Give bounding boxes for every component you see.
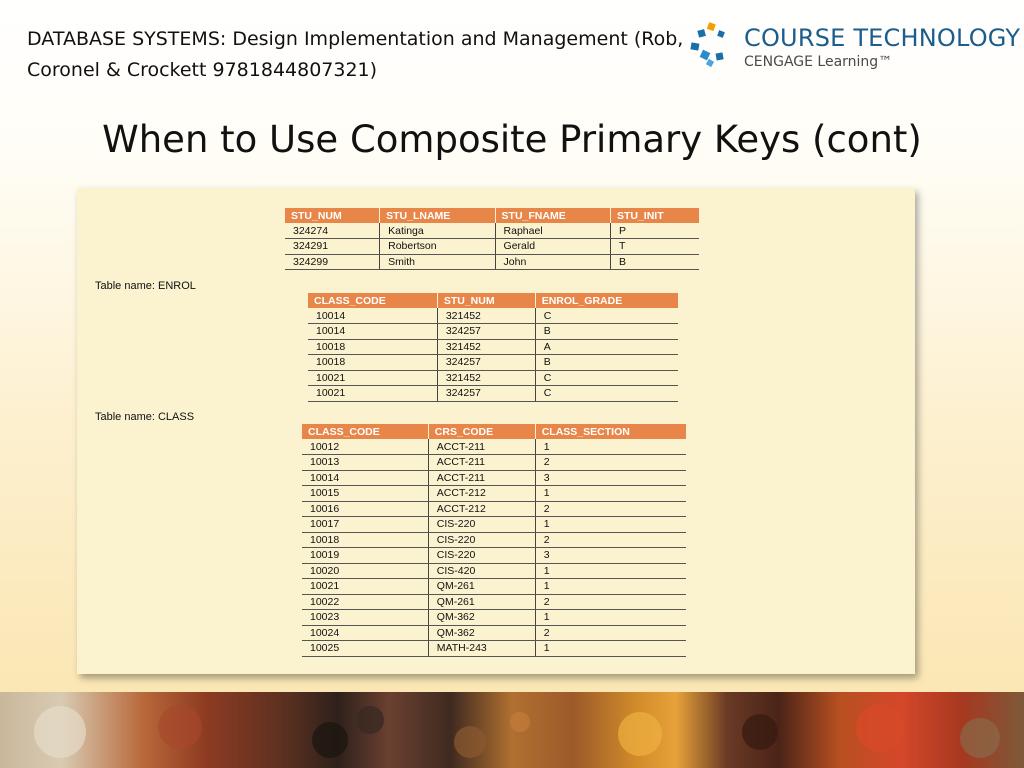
class-table-cell: ACCT-212 [428,486,535,502]
class-table-column-header: CLASS_CODE [302,424,428,439]
enrol-table-cell: 321452 [437,308,535,324]
student-table-cell: John [495,254,610,270]
table-figure [77,188,915,674]
spice-texture-icon [0,692,1024,768]
class-table-cell: ACCT-211 [428,470,535,486]
student-table-cell: Robertson [380,239,495,255]
class-table-cell: 1 [535,641,686,657]
class-table-cell: ACCT-211 [428,455,535,471]
enrol-table-cell: 10021 [308,386,437,402]
class-table-cell: QM-261 [428,594,535,610]
decorative-spice-image [0,692,1024,768]
enrol-table-cell: 10021 [308,370,437,386]
class-table-column-header: CRS_CODE [428,424,535,439]
class-table-cell: 1 [535,563,686,579]
enrol-table [308,293,678,402]
class-table-cell: 10016 [302,501,428,517]
student-table-body [285,223,699,270]
student-table-cell: Raphael [495,223,610,239]
enrol-table-row [308,355,678,371]
class-table-cell: 10013 [302,455,428,471]
class-table-row [302,532,686,548]
class-table-cell: QM-362 [428,625,535,641]
class-table-column-header: CLASS_SECTION [535,424,686,439]
class-table-label: Table name: CLASS [95,411,195,423]
student-table-cell: T [610,239,699,255]
student-table [285,208,699,270]
class-table-row [302,625,686,641]
enrol-table-row [308,386,678,402]
student-table-cell: Gerald [495,239,610,255]
enrol-table-body [308,308,678,401]
enrol-table-cell: 10014 [308,324,437,340]
enrol-table-row [308,370,678,386]
class-table-row [302,455,686,471]
student-table-column-header: STU_FNAME [495,208,610,223]
class-table-cell: 1 [535,439,686,455]
class-table-cell: 10017 [302,517,428,533]
class-table-body [302,439,686,656]
student-table-cell: B [610,254,699,270]
student-table-column-header: STU_NUM [285,208,380,223]
class-table-header [302,424,686,439]
class-table-cell: 2 [535,625,686,641]
class-table-row [302,439,686,455]
class-table-cell: CIS-220 [428,548,535,564]
class-table-row [302,641,686,657]
class-table-row [302,594,686,610]
student-table-row [285,239,699,255]
student-table-cell: Smith [380,254,495,270]
class-table-row [302,610,686,626]
class-table-cell: 10020 [302,563,428,579]
class-table-cell: 10015 [302,486,428,502]
class-table-cell: CIS-420 [428,563,535,579]
enrol-table-column-header: ENROL_GRADE [535,293,678,308]
student-table-cell: 324274 [285,223,380,239]
class-table-cell: 1 [535,486,686,502]
class-table-cell: 10014 [302,470,428,486]
enrol-table-cell: 324257 [437,386,535,402]
class-table-cell: MATH-243 [428,641,535,657]
class-table-cell: 2 [535,455,686,471]
enrol-table-cell: C [535,386,678,402]
class-table-cell: ACCT-212 [428,501,535,517]
class-table-cell: 10022 [302,594,428,610]
class-table-cell: 10024 [302,625,428,641]
book-citation [27,24,727,86]
student-table-column-header: STU_LNAME [380,208,495,223]
class-table-row [302,579,686,595]
class-table-cell: 1 [535,610,686,626]
enrol-table-cell: 324257 [437,355,535,371]
enrol-table-row [308,324,678,340]
class-table-cell: CIS-220 [428,532,535,548]
class-table-cell: 10019 [302,548,428,564]
book-citation-line2: Coronel & Crockett 9781844807321) [27,59,378,81]
class-table-cell: CIS-220 [428,517,535,533]
class-table-row [302,563,686,579]
publisher-logo [688,22,1021,74]
enrol-table-cell: C [535,308,678,324]
student-table-header [285,208,699,223]
enrol-table-cell: 324257 [437,324,535,340]
book-citation-line1: DATABASE SYSTEMS: Design Implementation and Management (Rob, [27,28,684,50]
class-table-cell: 10023 [302,610,428,626]
class-table-cell: 3 [535,470,686,486]
enrol-table-row [308,308,678,324]
class-table-cell: 10021 [302,579,428,595]
enrol-table-cell: 10018 [308,355,437,371]
class-table-cell: 10012 [302,439,428,455]
enrol-table-label: Table name: ENROL [95,280,196,292]
class-table-row [302,517,686,533]
student-table-cell: P [610,223,699,239]
enrol-table-header [308,293,678,308]
class-table-row [302,501,686,517]
logo-title: COURSE TECHNOLOGY [744,24,1021,52]
class-table-cell: ACCT-211 [428,439,535,455]
student-table-row [285,223,699,239]
class-table-cell: 2 [535,532,686,548]
student-table-cell: Katinga [380,223,495,239]
logo-subtitle: CENGAGE Learning™ [744,54,893,70]
class-table-cell: 3 [535,548,686,564]
enrol-table-column-header: CLASS_CODE [308,293,437,308]
enrol-table-cell: 10018 [308,339,437,355]
class-table-row [302,486,686,502]
enrol-table-row [308,339,678,355]
class-table-cell: 2 [535,594,686,610]
class-table-cell: QM-362 [428,610,535,626]
enrol-table-cell: C [535,370,678,386]
student-table-row [285,254,699,270]
class-table-cell: QM-261 [428,579,535,595]
student-table-cell: 324291 [285,239,380,255]
slide-title: When to Use Composite Primary Keys (cont) [102,118,922,161]
class-table [302,424,686,657]
student-table-cell: 324299 [285,254,380,270]
class-table-row [302,470,686,486]
student-table-column-header: STU_INIT [610,208,699,223]
enrol-table-cell: 10014 [308,308,437,324]
enrol-table-column-header: STU_NUM [437,293,535,308]
enrol-table-cell: 321452 [437,370,535,386]
class-table-row [302,548,686,564]
class-table-cell: 10018 [302,532,428,548]
enrol-table-cell: B [535,355,678,371]
class-table-cell: 1 [535,579,686,595]
class-table-cell: 1 [535,517,686,533]
class-table-cell: 10025 [302,641,428,657]
enrol-table-cell: B [535,324,678,340]
class-table-cell: 2 [535,501,686,517]
enrol-table-cell: 321452 [437,339,535,355]
enrol-table-cell: A [535,339,678,355]
course-technology-mark-icon [688,22,736,70]
